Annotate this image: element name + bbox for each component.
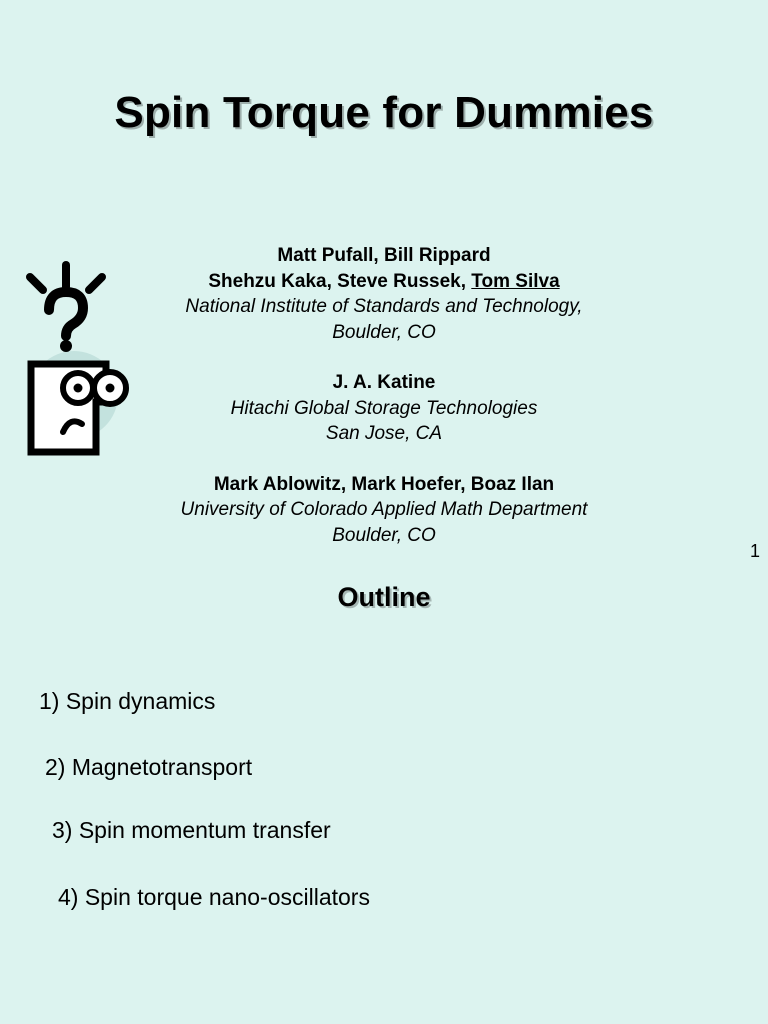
author-names-line2 — [0, 269, 768, 295]
location: San Jose, CA — [325, 423, 443, 444]
underlined-author: Tom Silva — [471, 270, 560, 292]
location: Boulder, CO — [332, 524, 436, 546]
outline-item: 3) Spin momentum transfer — [52, 817, 331, 843]
author-credits — [0, 243, 768, 548]
author-names-text: Shehzu Kaka, Steve Russek, — [208, 270, 472, 292]
author-names: Mark Ablowitz, Mark Hoefer, Boaz Ilan — [213, 473, 555, 495]
institution: National Institute of Standards and Technology, — [185, 296, 583, 317]
slide-title: Spin Torque for Dummies — [114, 88, 654, 137]
outline-item: 2) Magnetotransport — [45, 754, 253, 780]
location: Boulder, CO — [332, 321, 436, 343]
page-number: 1 — [749, 541, 760, 561]
outline-item: 4) Spin torque nano-oscillators — [58, 884, 370, 910]
institution: Hitachi Global Storage Technologies — [230, 397, 538, 419]
author-names: J. A. Katine — [332, 372, 436, 393]
outline-heading: Outline — [337, 582, 431, 612]
institution: University of Colorado Applied Math Department — [180, 499, 588, 520]
author-names: Matt Pufall, Bill Rippard — [277, 245, 491, 266]
outline-item: 1) Spin dynamics — [39, 688, 216, 714]
